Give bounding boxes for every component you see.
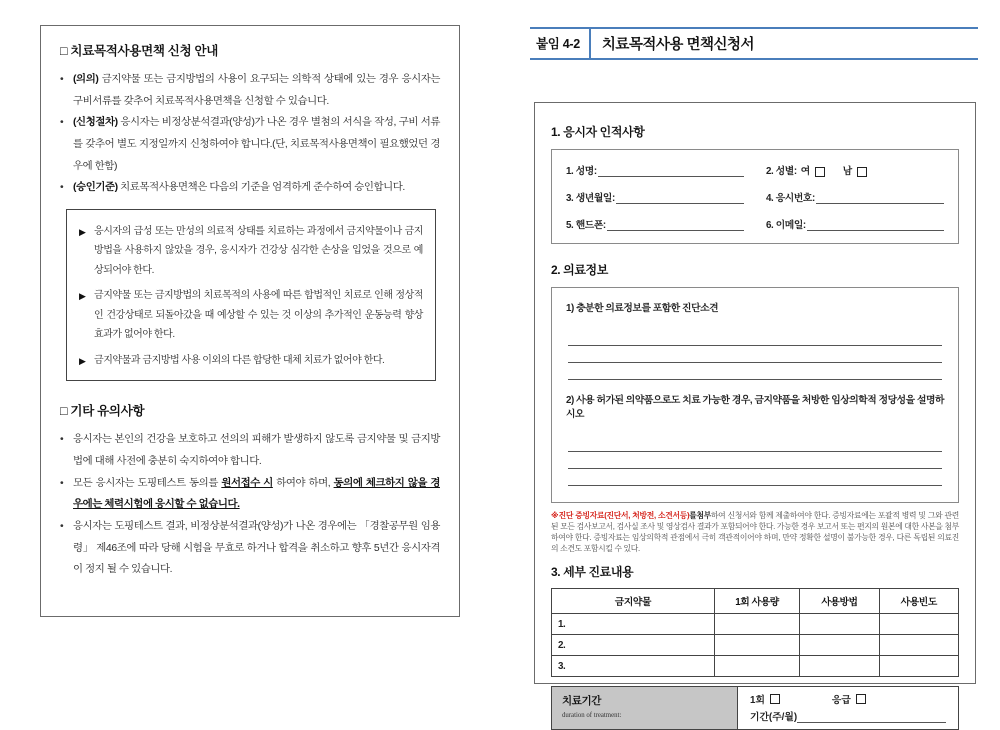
justification-write-line[interactable] [568, 469, 942, 486]
method-cell[interactable] [800, 635, 879, 656]
duration-label: 치료기간 [562, 695, 601, 708]
name-field [566, 163, 744, 177]
evidence-note-bold: 를첨부 [689, 511, 711, 521]
gender-female-label: 여 [800, 166, 810, 177]
frequency-cell[interactable] [879, 635, 958, 656]
criteria-text: 금지약물 또는 금지방법의 치료목적의 사용에 따른 합법적인 치료로 인해 정상적인 건강상태로 되돌아갔을 때 예상할 수 있는 것 이상의 추가적인 운동능력 향상효과가 없어야 한다. [94, 290, 423, 341]
notes-bullet-list [60, 429, 440, 580]
diagnosis-question: 1) 충분한 의료정보를 포함한 진단소견 [566, 303, 719, 314]
personal-info-box [551, 149, 959, 244]
period-label: 기간(주/월) [750, 712, 798, 724]
arrow-icon: ▶ [79, 355, 86, 366]
consent-underline-2: 동의에 체크하지 않을 경우에는 체력시험에 응시할 수 없습니다. [73, 477, 440, 511]
arrow-icon: ▶ [79, 226, 86, 237]
notes-bullet-health [60, 429, 440, 472]
bullet-glyph: • [60, 520, 64, 532]
once-checkbox[interactable] [770, 694, 780, 704]
gender-female-checkbox[interactable] [815, 167, 825, 177]
bullet-label: (승인기준) [73, 182, 118, 194]
medical-info-box [551, 287, 959, 503]
guide-page [40, 25, 460, 617]
dose-cell[interactable] [714, 656, 799, 677]
guide-bullet-list [60, 69, 440, 199]
bullet-text: 응시자는 도핑테스트 결과, 비정상분석결과(양성)가 나온 경우에는 「경찰공무원 임용령」 제46조에 따라 당해 시험을 무효로 하거나 합격을 취소하고 향후 5년간 응시자격이 정지 될 수 있습니다. [73, 520, 440, 576]
criteria-item [79, 222, 423, 281]
row-number: 2. [552, 635, 715, 656]
justification-question: 2) 사용 허가된 의약품으로도 치료 가능한 경우, 금지약품을 처방한 임상의학적 정당성을 설명하시오 [566, 394, 944, 421]
exam-number-field [766, 190, 944, 204]
arrow-icon: ▶ [79, 291, 86, 302]
header-drug: 금지약물 [552, 589, 715, 614]
frequency-cell[interactable] [879, 614, 958, 635]
form-header [530, 27, 978, 60]
bullet-glyph: • [60, 477, 64, 489]
phone-field [566, 217, 744, 231]
criteria-item [79, 351, 423, 371]
criteria-box [66, 209, 436, 382]
bullet-glyph: • [60, 434, 64, 446]
bullet-text: 치료목적사용면책은 다음의 기준을 엄격하게 준수하여 승인합니다. [117, 182, 405, 194]
consent-underline-1: 원서접수 시 [221, 477, 273, 489]
birthdate-field [566, 190, 744, 204]
frequency-cell[interactable] [879, 656, 958, 677]
criteria-text: 응시자의 급성 또는 만성의 의료적 상태를 치료하는 과정에서 금지약물이나 금지방법을 사용하지 않았을 경우, 응시자가 건강상 심각한 손상을 입었을 것으로 예상되어야 한다. [94, 225, 423, 276]
email-label: 6. 이메일: [766, 220, 806, 231]
drug-table [551, 588, 959, 677]
guide-bullet-procedure [60, 112, 440, 177]
table-row [552, 635, 959, 656]
justification-write-line[interactable] [568, 452, 942, 469]
email-field [766, 217, 944, 231]
criteria-item [79, 286, 423, 345]
evidence-note-body: 하여 신청서와 함께 제출하여야 한다. 증빙자료에는 포괄적 병력 및 그와 관련된 모든 검사보고서, 검사실 조사 및 영상검사 결과가 포함되어야 한다. 가능한 경우 보고서 또는 편지의 원본에 대한 사본을 첨부하여야 한다. 증빙자료는 임상의학적 관점에서 극히 객관적이어야 하며, 만약 정확한 설명이 불가능한 경우, 다른 독립된 의료진의 소견도 포함시킬 수 있다. [551, 511, 959, 554]
diagnosis-write-line[interactable] [568, 346, 942, 363]
criteria-text: 금지약물과 금지방법 사용 이외의 다른 합당한 대체 치료가 없어야 한다. [94, 354, 385, 366]
gender-field [766, 163, 944, 177]
notes-title: □ 기타 유의사항 [60, 404, 145, 419]
phone-label: 5. 핸드폰: [566, 220, 606, 231]
birthdate-label: 3. 생년월일: [566, 193, 615, 204]
emergency-checkbox[interactable] [856, 694, 866, 704]
evidence-note-red: ※진단 증빙자료(진단서, 처방전, 소견서등) [551, 511, 690, 521]
once-label: 1회 [750, 695, 765, 707]
row-number: 3. [552, 656, 715, 677]
name-input-line[interactable] [598, 165, 744, 177]
gender-label: 2. 성별: [766, 166, 797, 177]
birthdate-input-line[interactable] [616, 192, 744, 204]
header-frequency: 사용빈도 [879, 589, 958, 614]
bullet-text: 응시자는 비정상분석결과(양성)가 나온 경우 별첨의 서식을 작성, 구비 서류를 갖추어 별도 지정일까지 신청하여야 합니다.(단, 치료목적사용면책이 필요했었던 경우에 한함) [73, 117, 440, 172]
duration-label-cell [552, 687, 738, 729]
bullet-text: 응시자는 본인의 건강을 보호하고 선의의 피해가 발생하지 않도록 금지약물 및 금지방법에 대해 사전에 충분히 숙지하여야 합니다. [73, 434, 440, 468]
exam-number-label: 4. 응시번호: [766, 193, 815, 204]
diagnosis-write-line[interactable] [568, 329, 942, 346]
guide-title: □ 치료목적사용면책 신청 안내 [60, 44, 219, 58]
guide-bullet-approval [60, 177, 440, 199]
justification-write-line[interactable] [568, 435, 942, 452]
phone-input-line[interactable] [607, 219, 744, 231]
bullet-text: 금지약물 또는 금지방법의 사용이 요구되는 의학적 상태에 있는 경우 응시자는 구비서류를 갖추어 치료목적사용면책을 신청할 수 있습니다. [73, 74, 440, 107]
name-label: 1. 성명: [566, 166, 597, 177]
method-cell[interactable] [800, 656, 879, 677]
guide-bullet-meaning [60, 69, 440, 112]
evidence-note [551, 510, 959, 554]
table-row [552, 656, 959, 677]
form-title: 치료목적사용 면책신청서 [601, 37, 754, 53]
bullet-label: (의의) [73, 74, 99, 85]
method-cell[interactable] [800, 614, 879, 635]
bullet-label: (신청절차) [73, 117, 118, 129]
dose-cell[interactable] [714, 635, 799, 656]
consent-text: 하여야 하며, [272, 477, 334, 489]
attachment-tag: 붙임 4-2 [530, 29, 591, 58]
gender-male-label: 남 [842, 166, 852, 177]
row-number: 1. [552, 614, 715, 635]
bullet-glyph: • [60, 117, 64, 129]
form-page [534, 102, 976, 724]
diagnosis-write-line[interactable] [568, 363, 942, 380]
email-input-line[interactable] [807, 219, 944, 231]
personal-section-title: 1. 응시자 인적사항 [551, 125, 645, 139]
period-input-line[interactable] [797, 712, 946, 723]
treatment-section-title: 3. 세부 진료내용 [551, 565, 634, 580]
drug-table-header-row [552, 589, 959, 614]
header-dose: 1회 사용량 [714, 589, 799, 614]
medical-section-title: 2. 의료정보 [551, 263, 608, 277]
table-row [552, 614, 959, 635]
consent-text: 모든 응시자는 도핑테스트 동의를 [73, 477, 222, 489]
treatment-duration-block [551, 686, 959, 730]
gender-male-checkbox[interactable] [857, 167, 867, 177]
header-method: 사용방법 [800, 589, 879, 614]
bullet-glyph: • [60, 182, 64, 194]
notes-bullet-penalty [60, 516, 440, 581]
duration-sublabel: duration of treatment: [562, 712, 622, 720]
duration-value-cell [738, 687, 958, 729]
exam-number-input-line[interactable] [816, 192, 944, 204]
bullet-glyph: • [60, 74, 64, 85]
notes-bullet-consent [60, 473, 440, 516]
dose-cell[interactable] [714, 614, 799, 635]
emergency-label: 응급 [831, 695, 851, 707]
